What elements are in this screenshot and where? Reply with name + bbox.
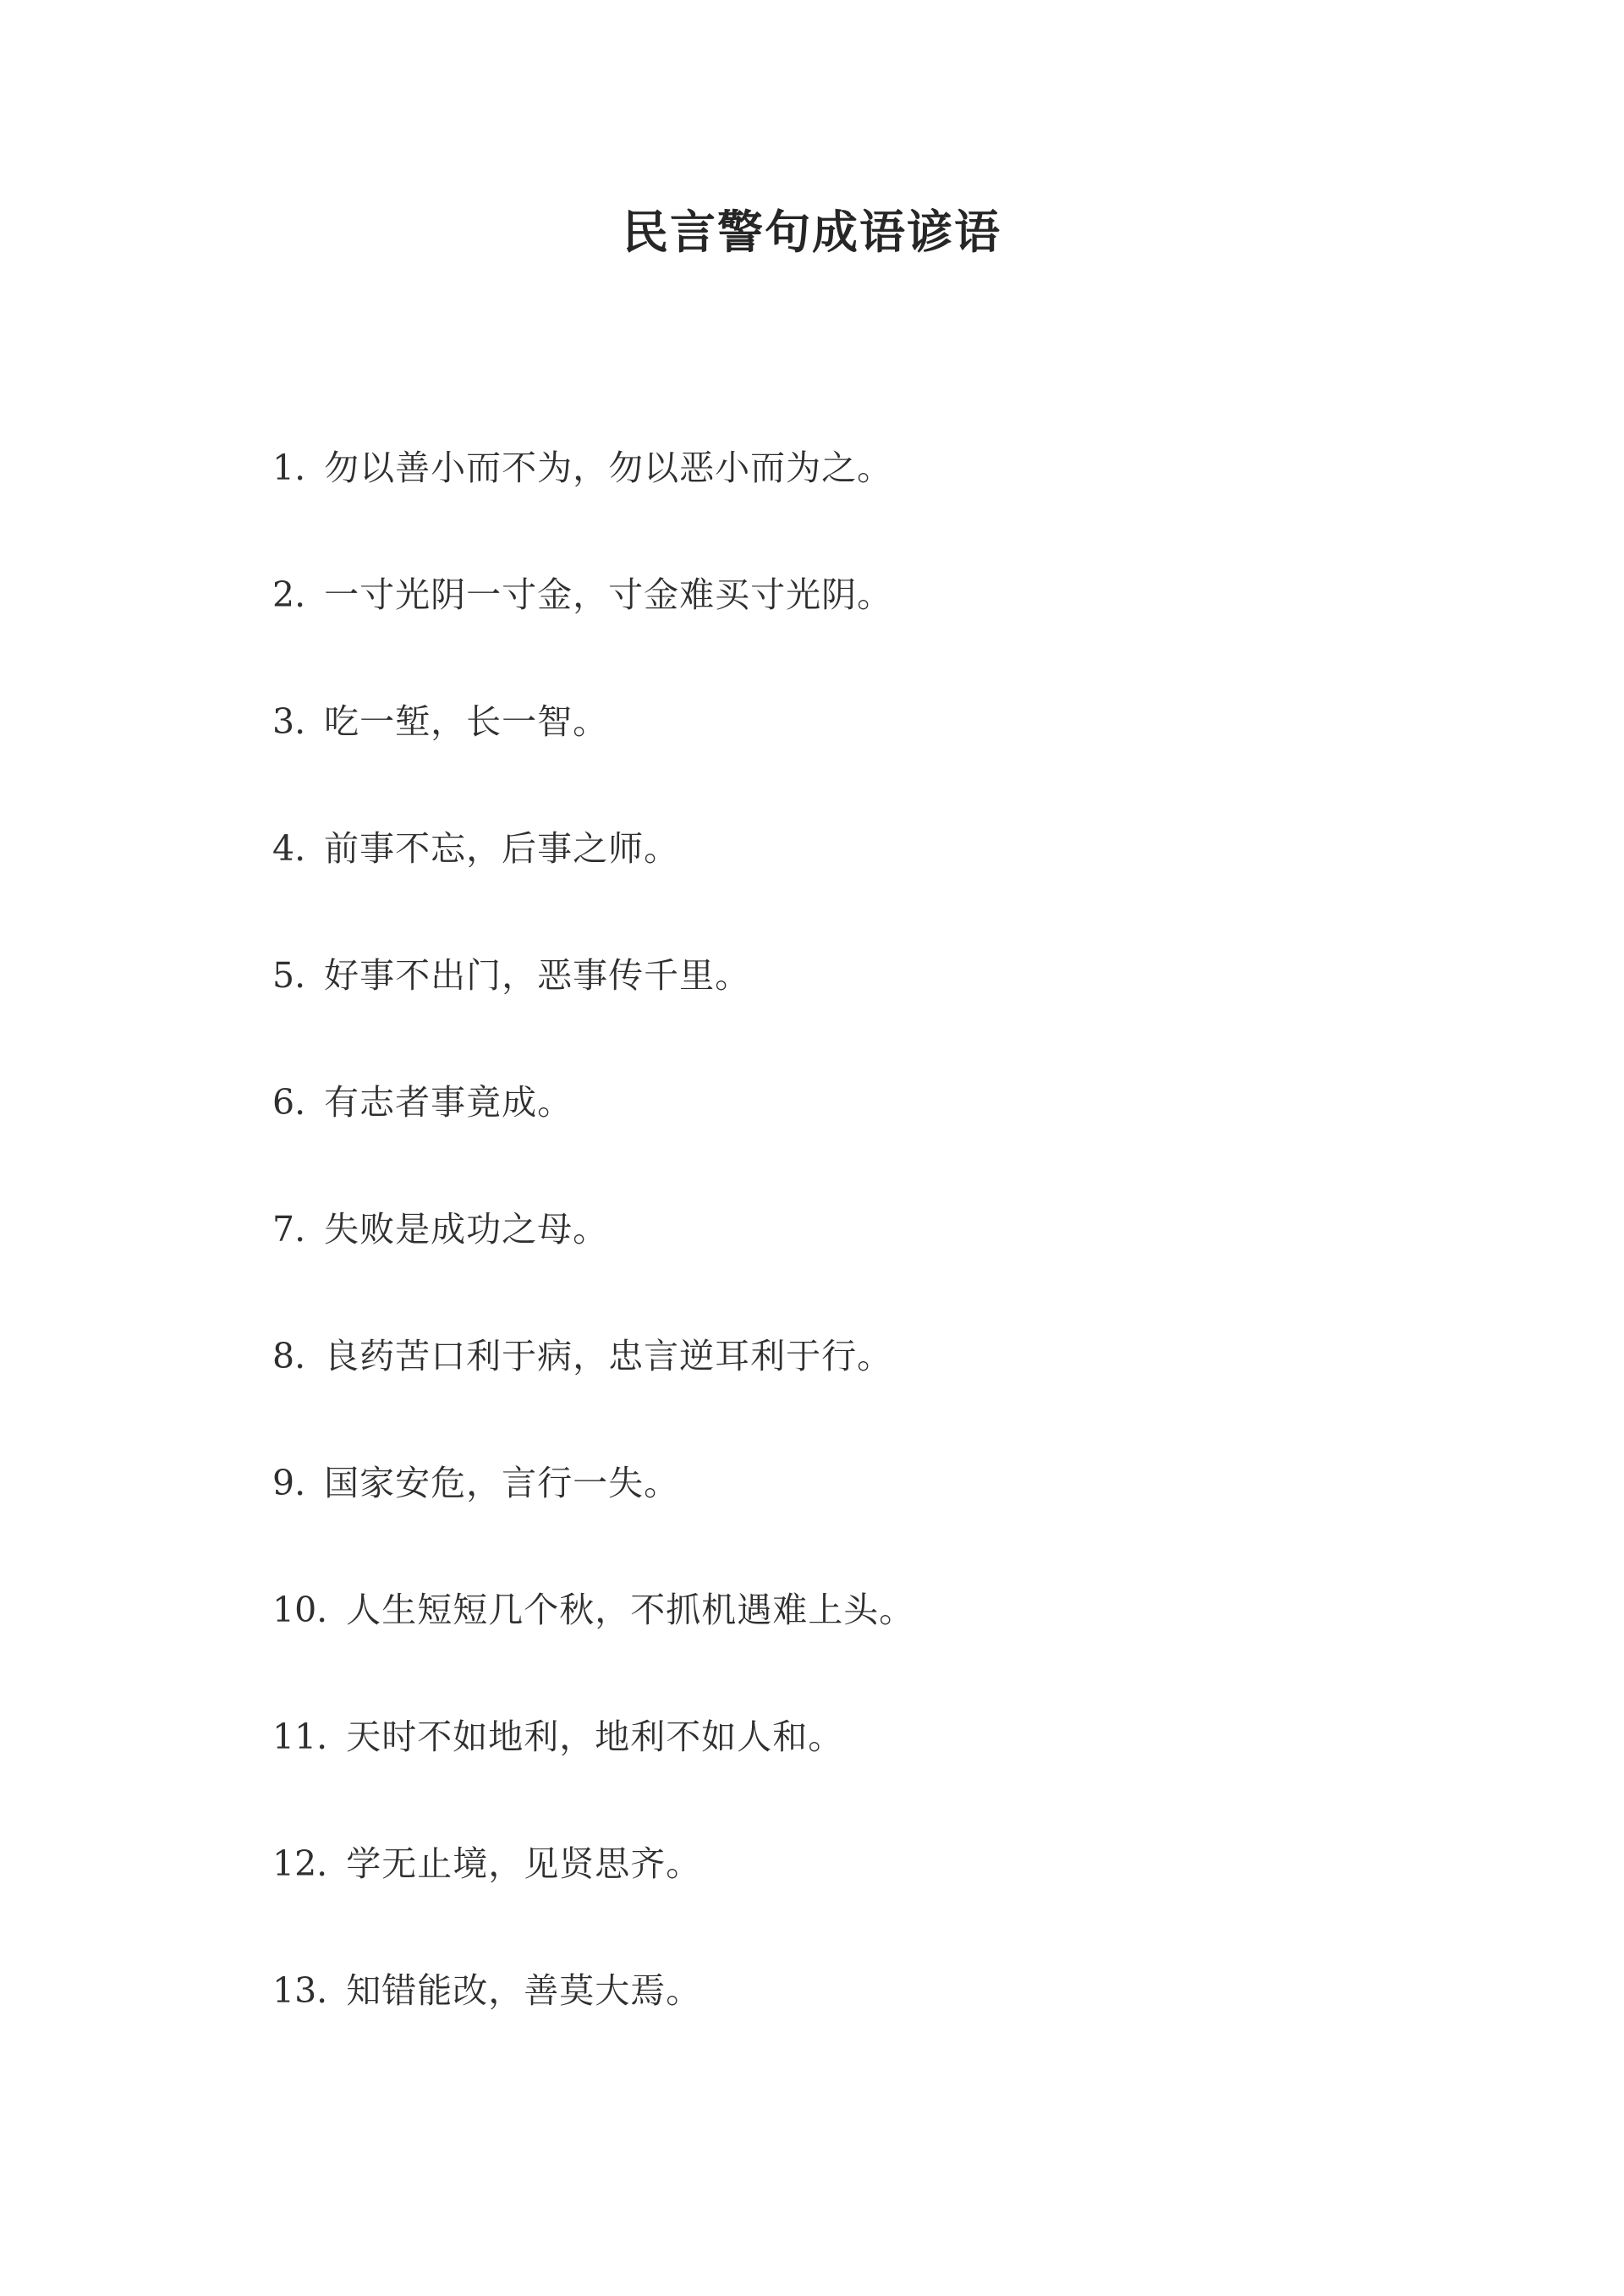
- item-number: 3.: [272, 701, 306, 742]
- item-text: 勿以善小而不为，勿以恶小而为之。: [324, 448, 893, 488]
- item-number: 1.: [272, 448, 306, 488]
- item-text: 一寸光阴一寸金，寸金难买寸光阴。: [324, 574, 893, 615]
- item-text: 有志者事竟成。: [324, 1082, 573, 1123]
- list-item: [272, 1073, 914, 1200]
- proverb-list: [272, 438, 914, 2088]
- item-number: 9.: [272, 1463, 306, 1503]
- item-number: 2.: [272, 574, 306, 615]
- document-title: 民言警句成语谚语: [623, 205, 1001, 259]
- list-item: [272, 1580, 914, 1707]
- item-text: 人生短短几个秋，不抓机遇难上头。: [346, 1590, 915, 1630]
- list-item: [272, 1707, 914, 1834]
- item-text: 失败是成功之母。: [324, 1209, 609, 1250]
- item-number: 8.: [272, 1336, 306, 1376]
- list-item: [272, 438, 914, 565]
- list-item: [272, 1200, 914, 1327]
- item-number: 12.: [272, 1843, 328, 1884]
- item-text: 天时不如地利，地利不如人和。: [346, 1717, 844, 1757]
- list-item: [272, 946, 914, 1073]
- item-number: 13.: [272, 1970, 328, 2011]
- list-item: [272, 1961, 914, 2088]
- item-number: 11.: [272, 1717, 328, 1757]
- item-text: 国家安危，言行一失。: [324, 1463, 680, 1503]
- item-number: 4.: [272, 828, 306, 869]
- item-text: 学无止境，见贤思齐。: [346, 1843, 702, 1884]
- item-text: 好事不出门，恶事传千里。: [324, 955, 751, 996]
- item-number: 6.: [272, 1082, 306, 1123]
- list-item: [272, 1327, 914, 1453]
- item-text: 良药苦口利于病，忠言逆耳利于行。: [324, 1336, 893, 1376]
- item-number: 5.: [272, 955, 306, 996]
- item-text: 知错能改，善莫大焉。: [346, 1970, 702, 2011]
- item-number: 10.: [272, 1590, 328, 1630]
- item-text: 前事不忘，后事之师。: [324, 828, 680, 869]
- list-item: [272, 819, 914, 946]
- list-item: [272, 1453, 914, 1580]
- list-item: [272, 1834, 914, 1961]
- item-number: 7.: [272, 1209, 306, 1250]
- item-text: 吃一堑，长一智。: [324, 701, 609, 742]
- list-item: [272, 565, 914, 692]
- list-item: [272, 692, 914, 819]
